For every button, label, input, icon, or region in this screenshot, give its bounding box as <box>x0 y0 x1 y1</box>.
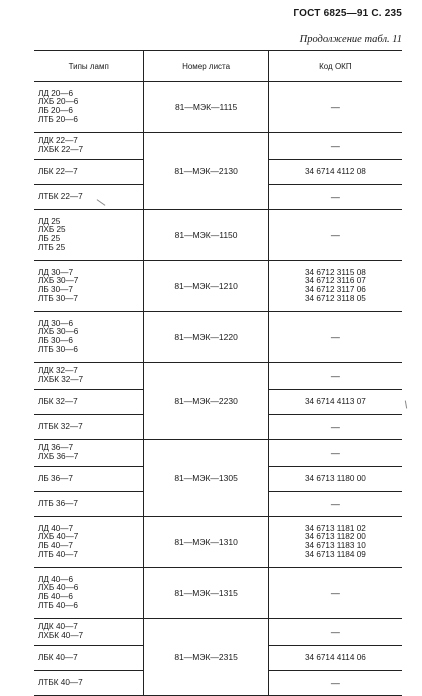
sheet-number-cell: 81—МЭК—1315 <box>143 568 267 618</box>
empty-code-dash: — <box>330 447 340 458</box>
okp-code: 34 6714 4112 08 <box>304 166 366 176</box>
code-subgroup <box>269 466 402 491</box>
code-subgroup <box>269 389 402 414</box>
empty-code-dash: — <box>330 498 340 509</box>
lamp-subgroup <box>34 645 143 670</box>
lamp-types-cell <box>34 82 143 132</box>
table-row <box>34 440 402 517</box>
lamp-type: ЛБ 40—6 <box>38 592 73 601</box>
okp-code-cell <box>268 133 402 209</box>
empty-code-dash: — <box>330 626 340 637</box>
empty-code-dash: — <box>330 370 340 381</box>
lamp-types-cell <box>34 210 143 260</box>
column-header-lamp-types: Типы ламп <box>68 61 109 71</box>
empty-code-dash: — <box>330 587 340 598</box>
lamp-type: ЛТБ 25 <box>38 242 66 252</box>
lamp-type: ЛХБ 40—7 <box>38 532 79 542</box>
okp-code: 34 6713 1182 00 <box>304 532 366 542</box>
lamp-types-cell <box>34 363 143 439</box>
table-header <box>34 50 402 82</box>
lamp-type: ЛХБ 36—7 <box>38 452 79 461</box>
scan-mark <box>405 400 407 408</box>
lamp-type: ЛБ 36—7 <box>38 473 73 483</box>
lamp-type: ЛД 30—7 <box>38 267 74 277</box>
code-subgroup <box>269 184 402 209</box>
sheet-number-cell: 81—МЭК—2230 <box>143 363 267 439</box>
lamp-type: ЛТБ 40—6 <box>38 600 78 610</box>
lamp-type: ЛХБК 40—7 <box>38 631 84 640</box>
code-subgroup <box>269 159 402 184</box>
code-subgroup <box>269 312 402 362</box>
lamp-type: ЛД 40—6 <box>38 574 74 584</box>
lamp-subgroup <box>34 82 143 132</box>
lamp-subgroup <box>34 440 143 466</box>
table-row <box>34 312 402 363</box>
code-subgroup <box>269 619 402 645</box>
code-subgroup <box>269 670 402 695</box>
code-subgroup <box>269 414 402 439</box>
sheet-number-cell: 81—МЭК—2130 <box>143 133 267 209</box>
code-subgroup <box>269 210 402 260</box>
column-header-sheet-number: Номер листа <box>143 51 267 81</box>
lamp-type: ЛБК 32—7 <box>38 396 78 406</box>
code-subgroup <box>269 261 402 311</box>
okp-code-cell <box>268 568 402 618</box>
lamp-type: ЛТБ 30—7 <box>38 293 78 303</box>
okp-code: 34 6712 3118 05 <box>304 293 366 303</box>
lamp-types-cell <box>34 261 143 311</box>
table-row <box>34 619 402 696</box>
lamp-type: ЛБ 30—6 <box>38 336 73 345</box>
lamp-types-cell <box>34 312 143 362</box>
table-row <box>34 133 402 210</box>
okp-code-cell <box>268 440 402 516</box>
code-subgroup <box>269 440 402 466</box>
lamp-type: ЛДК 40—7 <box>38 622 78 632</box>
okp-code-cell <box>268 312 402 362</box>
sheet-number-cell: 81—МЭК—1210 <box>143 261 267 311</box>
lamp-subgroup <box>34 414 143 439</box>
lamp-type: ЛТБК 32—7 <box>38 421 83 431</box>
lamp-type: ЛТБ 40—7 <box>38 549 78 559</box>
lamp-subgroup <box>34 184 143 209</box>
lamp-subgroup <box>34 670 143 695</box>
empty-code-dash: — <box>330 331 340 342</box>
sheet-number-cell: 81—МЭК—2315 <box>143 619 267 695</box>
lamp-type: ЛТБК 40—7 <box>38 677 83 687</box>
lamp-subgroup <box>34 466 143 491</box>
empty-code-dash: — <box>330 421 340 432</box>
lamp-subgroup <box>34 363 143 389</box>
sheet-number-cell: 81—МЭК—1305 <box>143 440 267 516</box>
lamp-type: ЛТБ 20—6 <box>38 114 78 124</box>
code-subgroup <box>269 133 402 159</box>
lamp-type: ЛХБК 22—7 <box>38 145 84 154</box>
lamp-subgroup <box>34 619 143 645</box>
lamp-type: ЛД 40—7 <box>38 523 74 533</box>
page-header: ГОСТ 6825—91 С. 235 <box>293 8 402 19</box>
table-continuation-caption: Продолжение табл. 11 <box>299 34 402 45</box>
empty-code-dash: — <box>330 677 340 688</box>
lamp-type: ЛД 20—6 <box>38 88 74 98</box>
okp-code: 34 6713 1180 00 <box>304 473 366 483</box>
table-row <box>34 568 402 619</box>
sheet-number-cell: 81—МЭК—1220 <box>143 312 267 362</box>
okp-code-cell <box>268 517 402 567</box>
code-subgroup <box>269 363 402 389</box>
table-row <box>34 261 402 312</box>
column-header-okp-code: Код ОКП <box>268 51 402 81</box>
lamp-type: ЛХБ 25 <box>38 225 66 235</box>
okp-code-cell <box>268 619 402 695</box>
code-subgroup <box>269 517 402 567</box>
lamp-types-cell <box>34 517 143 567</box>
lamp-types-cell <box>34 568 143 618</box>
okp-code: 34 6712 3116 07 <box>304 276 366 286</box>
lamp-type: ЛХБ 30—7 <box>38 276 79 286</box>
empty-code-dash: — <box>330 229 340 240</box>
okp-code-cell <box>268 82 402 132</box>
okp-code-cell <box>268 261 402 311</box>
lamp-type: ЛХБ 40—6 <box>38 583 79 593</box>
lamp-table <box>34 50 402 696</box>
empty-code-dash: — <box>330 191 340 202</box>
table-row <box>34 82 402 133</box>
table-row <box>34 517 402 568</box>
lamp-type: ЛДК 32—7 <box>38 366 78 376</box>
okp-code: 34 6714 4114 06 <box>304 652 366 662</box>
code-subgroup <box>269 568 402 618</box>
lamp-subgroup <box>34 568 143 618</box>
empty-code-dash: — <box>330 101 340 112</box>
lamp-type: ЛД 36—7 <box>38 443 74 453</box>
okp-code: 34 6712 3117 06 <box>304 285 366 294</box>
lamp-subgroup <box>34 389 143 414</box>
lamp-subgroup <box>34 491 143 516</box>
lamp-type: ЛД 30—6 <box>38 318 74 328</box>
lamp-types-cell <box>34 619 143 695</box>
lamp-subgroup <box>34 133 143 159</box>
lamp-type: ЛБ 20—6 <box>38 106 73 115</box>
code-subgroup <box>269 82 402 132</box>
lamp-type: ЛДК 22—7 <box>38 136 78 146</box>
lamp-subgroup <box>34 159 143 184</box>
lamp-type: ЛБ 40—7 <box>38 541 73 550</box>
code-subgroup <box>269 645 402 670</box>
table-body <box>34 82 402 696</box>
lamp-type: ЛТБК 22—7 <box>38 191 83 201</box>
lamp-subgroup <box>34 312 143 362</box>
table-row <box>34 210 402 261</box>
lamp-type: ЛТБ 30—6 <box>38 344 78 354</box>
sheet-number-cell: 81—МЭК—1150 <box>143 210 267 260</box>
lamp-type: ЛХБ 30—6 <box>38 327 79 337</box>
empty-code-dash: — <box>330 140 340 151</box>
lamp-type: ЛХБК 32—7 <box>38 375 84 384</box>
okp-code: 34 6713 1181 02 <box>304 523 366 533</box>
lamp-types-cell <box>34 133 143 209</box>
lamp-subgroup <box>34 517 143 567</box>
okp-code-cell <box>268 363 402 439</box>
lamp-type: ЛБ 30—7 <box>38 285 73 294</box>
okp-code: 34 6713 1183 10 <box>304 541 366 550</box>
code-subgroup <box>269 491 402 516</box>
lamp-type: ЛБК 22—7 <box>38 166 78 176</box>
okp-code-cell <box>268 210 402 260</box>
lamp-type: ЛХБ 20—6 <box>38 97 79 107</box>
lamp-subgroup <box>34 261 143 311</box>
lamp-type: ЛБ 25 <box>38 234 61 243</box>
lamp-subgroup <box>34 210 143 260</box>
okp-code: 34 6714 4113 07 <box>304 396 366 406</box>
lamp-type: ЛБК 40—7 <box>38 652 78 662</box>
sheet-number-cell: 81—МЭК—1310 <box>143 517 267 567</box>
table-row <box>34 363 402 440</box>
lamp-type: ЛТБ 36—7 <box>38 498 78 508</box>
okp-code: 34 6713 1184 09 <box>304 549 366 559</box>
lamp-type: ЛД 25 <box>38 216 61 226</box>
okp-code: 34 6712 3115 08 <box>304 267 366 277</box>
sheet-number-cell: 81—МЭК—1115 <box>143 82 267 132</box>
lamp-types-cell <box>34 440 143 516</box>
